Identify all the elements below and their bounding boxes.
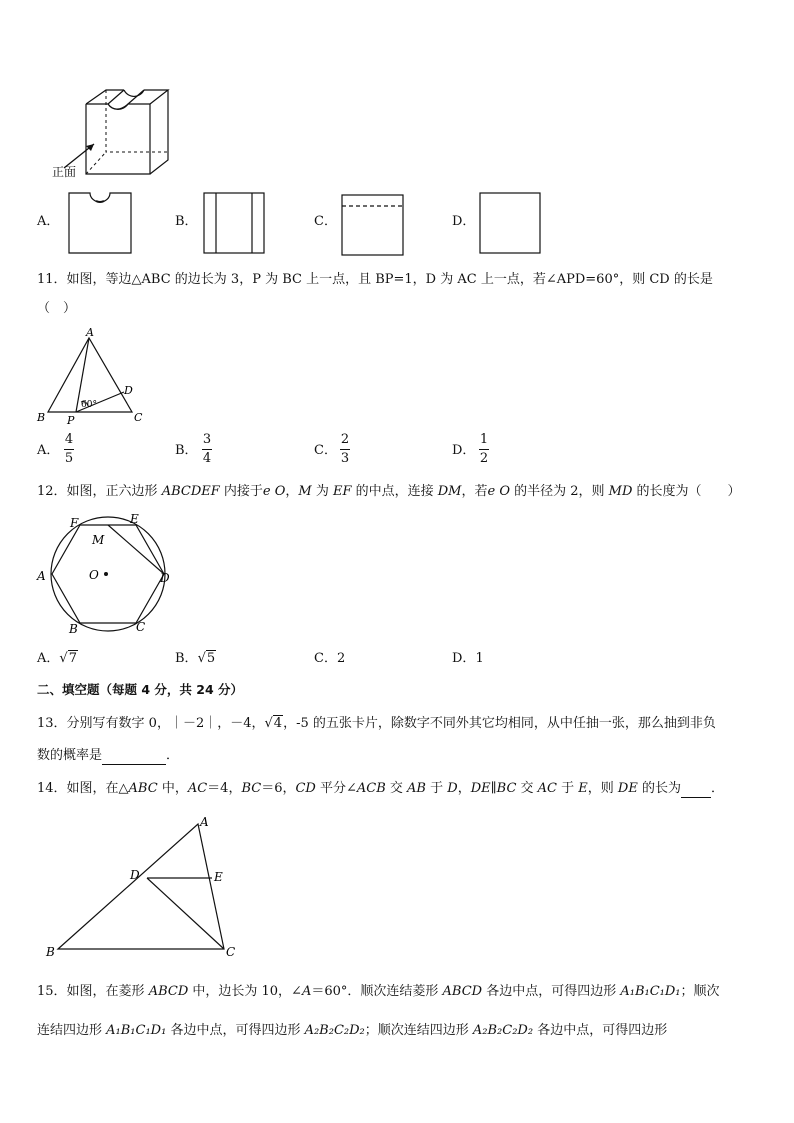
q12-question-text: 12．如图，正六边形 ABCDEF 内接于e O，M 为 EF 的中点，连接 DM，若e O 的半径为 2，则 MD 的长度为（ ） [37, 484, 741, 499]
q15-line1: 15．如图，在菱形 ABCD 中，边长为 10，∠A＝60°．顺次连结菱形 ABCD 各边中点，可得四边形 A₁B₁C₁D₁；顺次 [37, 984, 720, 999]
q12-label-o: O [89, 568, 99, 582]
option-value: 1 [475, 651, 484, 666]
q12-label-b: B [69, 622, 78, 636]
q11-label-c: C [134, 411, 143, 424]
q11-option-d-fraction[interactable] [479, 433, 489, 466]
sqrt-icon: √4 [264, 716, 283, 731]
q12-label-f: F [70, 516, 79, 530]
q10-option-d-figure[interactable] [479, 192, 541, 254]
option-value: 2 [336, 651, 346, 666]
q12-label-c: C [136, 620, 146, 634]
sqrt-icon: √5 [197, 651, 216, 666]
q10-option-b-label: B． [175, 214, 198, 229]
numerator: 3 [202, 432, 212, 447]
front-label: 正面 [52, 165, 77, 179]
denominator: 5 [64, 451, 74, 466]
q11-angle-label: 60° [81, 400, 97, 410]
q10-option-d-label: D． [452, 214, 476, 229]
section2-title: 二、填空题（每题 4 分，共 24 分） [37, 682, 244, 697]
q12-option-b[interactable] [175, 651, 216, 667]
q11-option-b-fraction[interactable] [202, 433, 212, 466]
q14-label-d: D [130, 868, 140, 882]
q10-option-a-label: A． [37, 214, 60, 229]
q11-option-a-fraction[interactable] [64, 433, 74, 466]
q12-option-a[interactable] [37, 651, 78, 667]
numerator: 4 [64, 432, 74, 447]
q12-option-d[interactable] [452, 651, 484, 667]
q11-option-b-letter: B． [175, 443, 198, 458]
q13-line1: 13．分别写有数字 0，｜－2｜，－4，√4，-5 的五张卡片，除数字不同外其它均相同，从中任抽一张，那么抽到非负 [37, 716, 716, 731]
q11-label-a: A [86, 326, 94, 339]
denominator: 3 [340, 451, 350, 466]
q12-label-a: A [37, 569, 46, 583]
q10-option-a-figure[interactable] [68, 192, 132, 254]
q12-label-e: E [130, 512, 139, 526]
q11-option-c-letter: C． [314, 443, 337, 458]
q10-option-b-figure[interactable] [203, 192, 265, 254]
answer-blank[interactable] [681, 781, 711, 798]
q11-option-a-letter: A． [37, 443, 60, 458]
q12-label-m: M [92, 533, 105, 547]
q10-option-c-label: C． [314, 214, 337, 229]
numerator: 2 [340, 432, 350, 447]
q14-label-b: B [46, 945, 55, 959]
q14-triangle-figure [40, 812, 250, 960]
q13-line2: 数的概率是 ． [37, 748, 180, 763]
denominator: 4 [202, 451, 212, 466]
answer-blank[interactable] [102, 748, 166, 765]
q11-option-c-fraction[interactable] [340, 433, 350, 466]
sqrt-icon: √7 [59, 651, 77, 666]
option-letter: A． [37, 651, 60, 666]
q11-label-d: D [124, 384, 133, 397]
denominator: 2 [479, 451, 489, 466]
q14-question-text: 14．如图，在△ABC 中，AC＝4，BC＝6，CD 平分∠ACB 交 AB 于 D，DE∥BC 交 AC 于 E，则 DE 的长为 ． [37, 781, 724, 796]
q12-label-d: D [160, 571, 170, 585]
numerator: 1 [479, 432, 489, 447]
option-letter: D． [452, 651, 476, 666]
q12-hexagon-figure [34, 510, 180, 636]
option-letter: C． [314, 651, 337, 666]
q14-label-c: C [226, 945, 236, 959]
q14-label-a: A [200, 815, 209, 829]
q10-option-c-figure[interactable] [341, 194, 404, 256]
q11-question-text: 11．如图，等边△ABC 的边长为 3，P 为 BC 上一点，且 BP=1，D 为 AC 上一点，若∠APD=60°，则 CD 的长是 [37, 272, 713, 287]
q11-answer-paren: （ ） [37, 301, 77, 316]
q11-label-p: P [67, 414, 75, 426]
q11-option-d-letter: D． [452, 443, 476, 458]
option-letter: B． [175, 651, 198, 666]
q11-triangle-figure [34, 326, 152, 426]
q14-label-e: E [214, 870, 223, 884]
q12-option-c[interactable] [314, 651, 345, 667]
q11-label-b: B [37, 411, 46, 424]
q15-line2: 连结四边形 A₁B₁C₁D₁ 各边中点，可得四边形 A₂B₂C₂D₂；顺次连结四边形 A₂B₂C₂D₂ 各边中点，可得四边形 [37, 1023, 668, 1038]
